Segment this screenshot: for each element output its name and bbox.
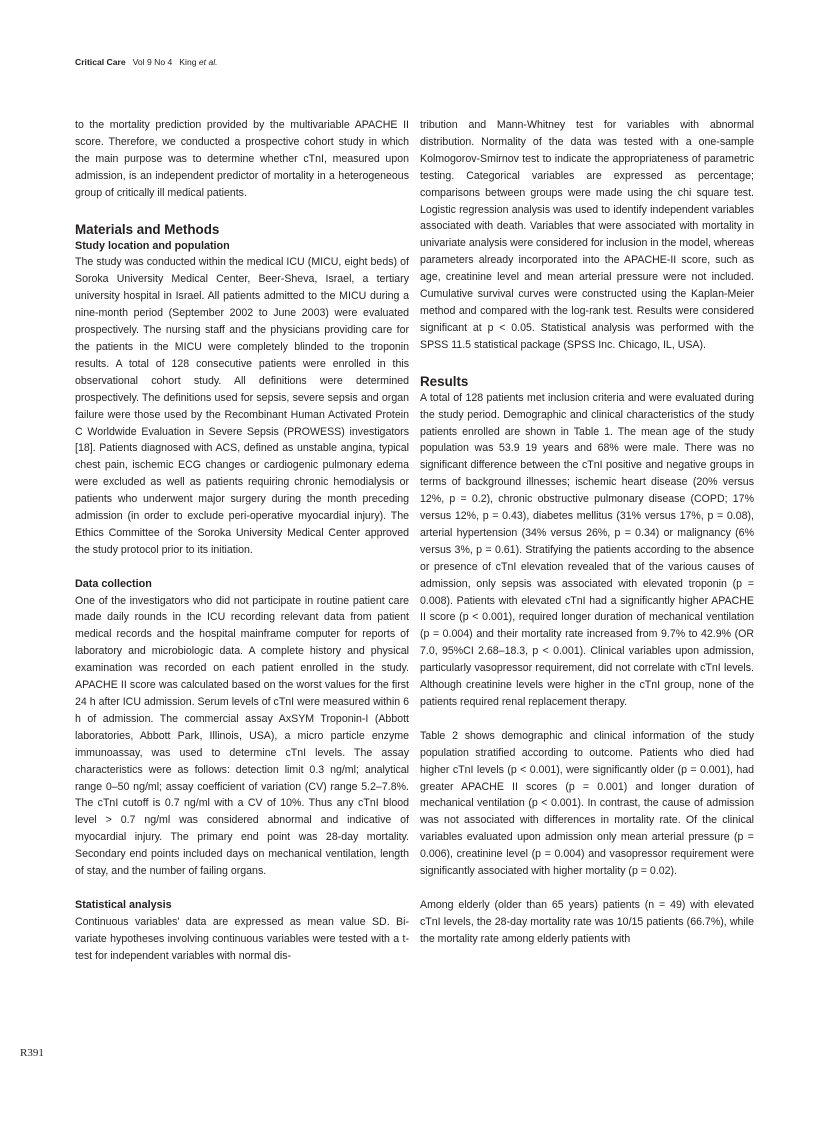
header-etal: et al. <box>198 57 218 67</box>
statistical-analysis-continued: tribution and Mann-Whitney test for variables with abnormal distribution. Normality of the data was tested with a one-sample Kolmogorov-Smirnov test to indicate the appropriateness of parametric testing. Categorical variables are expressed as percentage; comparisons between groups were made using the chi square test. Logistic regression analysis was used to identify independent variables associated with death. Variables that were associated with mortality in univariate analysis were considered for inclusion in the model, whereas parameters already incorporated into the APACHE-II score, such as age, creatinine level and mean arterial pressure were not included. Cumulative survival curves were constructed using the Kaplan-Meier method and compared with the log-rank test. Results were considered significant at p < 0.05. Statistical analysis was performed with the SPSS 11.5 statistical package (SPSS Inc. Chicago, IL, USA). <box>420 119 754 351</box>
study-location-paragraph: The study was conducted within the medical ICU (MICU, eight beds) of Soroka University Medical Center, Beer-Sheva, Israel, a tertiary university hospital in Israel. All patients admitted to the MICU during a nine-month period (September 2002 to June 2003) were evaluated prospectively. The nursing staff and the physicians providing care for the patients in the MICU were completely blinded to the troponin results. A total of 128 consecutive patients were enrolled in this observational cohort study. All definitions were determined prospectively. The definitions used for sepsis, severe sepsis and organ failure were those used by the Recombinant Human Activated Protein C Worldwide Evaluation in Severe Sepsis (PROWESS) investigators [18]. Patients diagnosed with ACS, defined as unstable angina, typical chest pain, ischemic ECG changes or cardiogenic pulmonary edema were excluded as well as patients requiring chronic hemodialysis or patients who underwent major surgery during the month preceding admission (in order to exclude peri-operative myocardial injury). The Ethics Committee of the Soroka University Medical Center approved the study protocol prior to its initiation. <box>75 256 409 556</box>
data-collection-heading: Data collection <box>75 577 152 590</box>
header-authors: King <box>179 57 197 67</box>
study-location-heading: Study location and population <box>75 239 230 252</box>
results-paragraph-2: Table 2 shows demographic and clinical information of the study population stratified according to outcome. Patients who died had higher cTnI levels (p < 0.001), were significantly older (p = 0.001), had greater APACHE II scores (p = 0.001) and longer duration of mechanical ventilation (p < 0.001). In contrast, the cause of admission was not associated with differences in mortality rate. Of the clinical variables evaluated upon admission only mean arterial pressure (p = 0.006), creatinine level (p = 0.004) and vasopressor requirement were significantly associated with higher mortality (p = 0.02). <box>420 729 754 878</box>
data-collection-paragraph: One of the investigators who did not participate in routine patient care made daily rounds in the ICU recording relevant data from patient medical records and the hospital mainframe computer for reports of laboratory and microbiologic data. A complete history and physical examination was recorded on each patient enrolled in the study. APACHE II score was calculated based on the worst values for the first 24 h after ICU admission. Serum levels of cTnI were measured within 6 h of admission. The commercial assay AxSYM Troponin-I (Abbott laboratories, Abbott Park, Illinois, USA), a micro particle enzyme immunoassay, was used to determine cTnI levels. The assay characteristics were as follows: detection limit 0.3 ng/ml; analytical range 0–50 ng/ml; assay coefficient of variation (CV) range 5.2–7.8%. The cTnI cutoff is 0.7 ng/ml with a CV of 10%. Thus any cTnI blood level > 0.7 ng/ml was considered abnormal and indicative of myocardial injury. The primary end point was 28-day mortality. Secondary end points included days on mechanical ventilation, length of stay, and the number of failing organs. <box>75 594 409 878</box>
results-paragraph-3: Among elderly (older than 65 years) patients (n = 49) with elevated cTnI levels, the 28-day mortality rate was 10/15 patients (66.7%), while the mortality rate among elderly patients with <box>420 898 754 945</box>
right-column <box>420 117 754 948</box>
intro-paragraph: to the mortality prediction provided by the multivariable APACHE II score. Therefore, we conducted a prospective cohort study in which the main purpose was to determine whether cTnI, measured upon admission, is an independent predictor of mortality in a heterogeneous group of critically ill medical patients. <box>75 119 409 199</box>
statistical-analysis-heading: Statistical analysis <box>75 898 172 911</box>
materials-methods-heading: Materials and Methods <box>75 221 220 237</box>
journal-name: Critical Care <box>75 57 126 67</box>
results-paragraph-1: A total of 128 patients met inclusion criteria and were evaluated during the study period. Demographic and clinical characteristics of the study patients enrolled are shown in Table 1. The mean age of the study population was 53.9 19 years and 68% were male. There was no significant difference between the cTnI positive and negative groups in terms of background illnesses; ischemic heart disease (20% versus 12%, p = 0.2), chronic obstructive pulmonary disease (COPD; 17% versus 12%, p = 0.43), diabetes mellitus (31% versus 17%, p = 0.08), arterial hypertension (34% versus 26%, p = 0.34) or malignancy (6% versus 3%, p = 0.61). Stratifying the patients according to the absence or presence of cTnI elevation revealed that of the various causes of admission, only sepsis was associated with elevated troponin (p = 0.008). Patients with elevated cTnI had a significantly higher APACHE II score (p < 0.001), required longer duration of mechanical ventilation (p = 0.004) and their mortality rate increased from 9.7% to 42.9% (OR 7.0, 95%CI 2.68–18.3, p < 0.001). Clinical variables upon admission, particularly vasopressor requirement, did not correlate with cTnI levels. Although creatinine levels were higher in the cTnI group, none of the patients required renal replacement therapy. <box>420 391 754 708</box>
left-column <box>75 117 409 964</box>
statistical-analysis-paragraph: Continuous variables' data are expressed as mean value SD. Bi-variate hypotheses involving continuous variables were tested with a t-test for independent variables with normal dis- <box>75 915 409 962</box>
page-number: R391 <box>20 1047 44 1059</box>
running-header <box>75 57 218 67</box>
volume-info: Vol 9 No 4 <box>132 57 173 67</box>
results-heading: Results <box>420 373 469 389</box>
